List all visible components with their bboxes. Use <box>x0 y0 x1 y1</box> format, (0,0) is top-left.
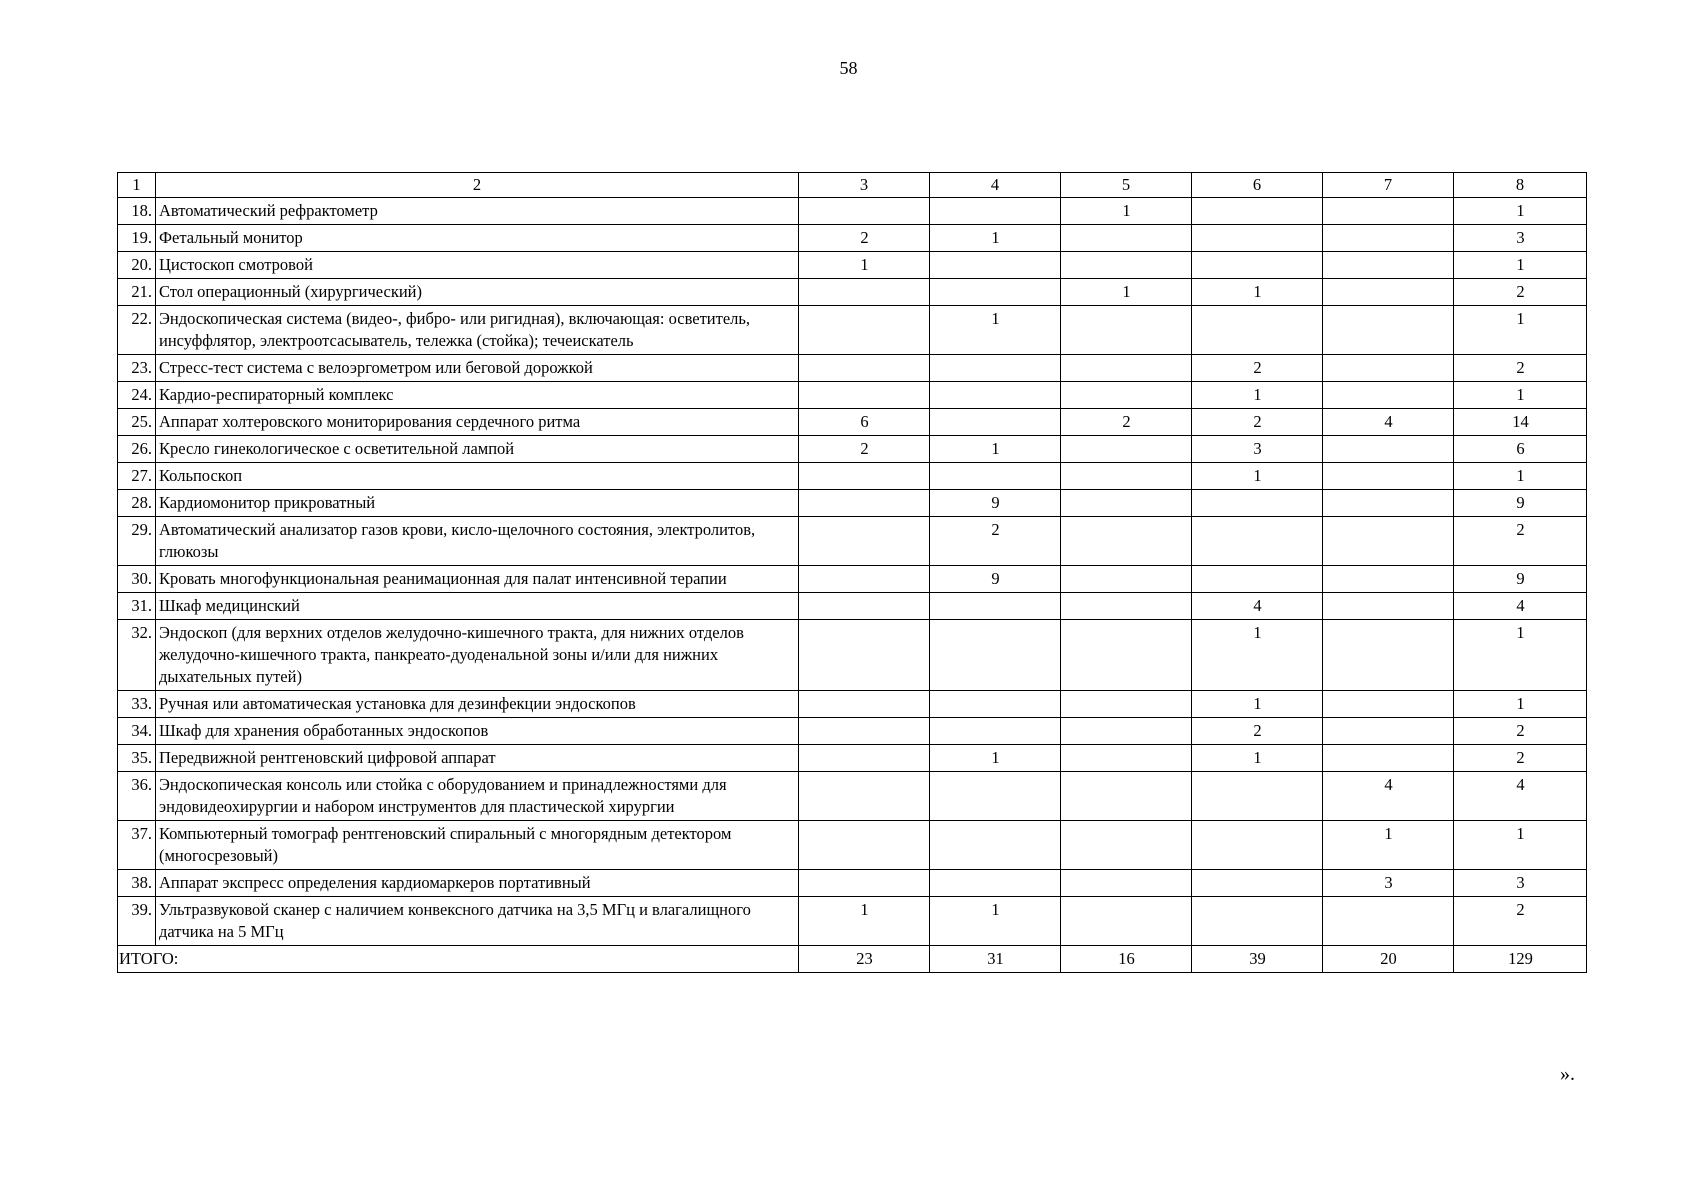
row-number: 33. <box>118 691 156 718</box>
equipment-name: Кресло гинекологическое с осветительной лампой <box>156 436 799 463</box>
quantity-cell: 2 <box>799 225 930 252</box>
quantity-cell: 2 <box>799 436 930 463</box>
table-row <box>118 745 1587 772</box>
row-number: 28. <box>118 490 156 517</box>
header-cell: 4 <box>930 173 1061 198</box>
quantity-cell <box>1323 279 1454 306</box>
total-value: 20 <box>1323 946 1454 973</box>
quantity-cell <box>1323 306 1454 355</box>
quantity-cell <box>1061 252 1192 279</box>
quantity-cell <box>799 382 930 409</box>
equipment-name: Эндоскопическая система (видео-, фибро- или ригидная), включающая: осветитель, инсуффлятор, электроотсасыватель, тележка (стойка); течеискатель <box>156 306 799 355</box>
header-cell: 3 <box>799 173 930 198</box>
header-cell: 6 <box>1192 173 1323 198</box>
table-row <box>118 772 1587 821</box>
quantity-cell: 2 <box>930 517 1061 566</box>
quantity-cell <box>1323 566 1454 593</box>
table-row <box>118 252 1587 279</box>
quantity-cell <box>799 306 930 355</box>
quantity-cell: 1 <box>1454 252 1587 279</box>
row-number: 39. <box>118 897 156 946</box>
quantity-cell: 14 <box>1454 409 1587 436</box>
quantity-cell: 1 <box>1454 821 1587 870</box>
quantity-cell: 1 <box>930 306 1061 355</box>
quantity-cell <box>1061 355 1192 382</box>
quantity-cell: 1 <box>930 225 1061 252</box>
table-row <box>118 490 1587 517</box>
quantity-cell <box>1061 382 1192 409</box>
quantity-cell: 1 <box>799 252 930 279</box>
quantity-cell <box>1061 718 1192 745</box>
row-number: 35. <box>118 745 156 772</box>
quantity-cell <box>799 566 930 593</box>
quantity-cell: 3 <box>1192 436 1323 463</box>
quantity-cell <box>930 870 1061 897</box>
quantity-cell <box>799 355 930 382</box>
quantity-cell <box>799 198 930 225</box>
quantity-cell <box>930 409 1061 436</box>
table-row <box>118 517 1587 566</box>
quantity-cell: 4 <box>1454 772 1587 821</box>
quantity-cell: 2 <box>1454 897 1587 946</box>
quantity-cell <box>1323 252 1454 279</box>
total-label: ИТОГО: <box>118 946 799 973</box>
quantity-cell <box>930 463 1061 490</box>
quantity-cell: 1 <box>1454 463 1587 490</box>
row-number: 24. <box>118 382 156 409</box>
quantity-cell: 1 <box>1454 198 1587 225</box>
quantity-cell: 1 <box>1192 691 1323 718</box>
quantity-cell: 1 <box>1192 463 1323 490</box>
row-number: 26. <box>118 436 156 463</box>
equipment-name: Эндоскопическая консоль или стойка с оборудованием и принадлежностями для эндовидеохирургии и набором инструментов для пластической хирургии <box>156 772 799 821</box>
quantity-cell <box>930 620 1061 691</box>
quantity-cell <box>1323 745 1454 772</box>
quantity-cell <box>1323 355 1454 382</box>
quantity-cell <box>1061 306 1192 355</box>
quantity-cell: 1 <box>1192 620 1323 691</box>
quantity-cell <box>1061 593 1192 620</box>
quantity-cell: 1 <box>1454 382 1587 409</box>
quantity-cell: 2 <box>1192 409 1323 436</box>
quantity-cell <box>1061 620 1192 691</box>
quantity-cell <box>930 691 1061 718</box>
quantity-cell <box>1061 772 1192 821</box>
quantity-cell <box>1061 517 1192 566</box>
row-number: 23. <box>118 355 156 382</box>
quantity-cell <box>1061 436 1192 463</box>
table-row <box>118 821 1587 870</box>
header-cell: 1 <box>118 173 156 198</box>
quantity-cell <box>1323 593 1454 620</box>
quantity-cell: 2 <box>1192 718 1323 745</box>
equipment-name: Автоматический рефрактометр <box>156 198 799 225</box>
quantity-cell: 1 <box>799 897 930 946</box>
quantity-cell: 9 <box>930 566 1061 593</box>
quantity-cell <box>1061 490 1192 517</box>
row-number: 37. <box>118 821 156 870</box>
table-row <box>118 566 1587 593</box>
quantity-cell <box>799 279 930 306</box>
quantity-cell: 1 <box>930 436 1061 463</box>
quantity-cell: 2 <box>1192 355 1323 382</box>
row-number: 20. <box>118 252 156 279</box>
quantity-cell <box>799 691 930 718</box>
quantity-cell: 1 <box>1454 306 1587 355</box>
quantity-cell <box>1192 870 1323 897</box>
quantity-cell: 1 <box>1454 620 1587 691</box>
quantity-cell <box>799 718 930 745</box>
equipment-name: Цистоскоп смотровой <box>156 252 799 279</box>
quantity-cell: 1 <box>1454 691 1587 718</box>
quantity-cell <box>1192 252 1323 279</box>
equipment-name: Автоматический анализатор газов крови, кисло-щелочного состояния, электролитов, глюкозы <box>156 517 799 566</box>
quantity-cell <box>799 745 930 772</box>
quantity-cell <box>1061 821 1192 870</box>
quantity-cell <box>1061 897 1192 946</box>
row-number: 21. <box>118 279 156 306</box>
quantity-cell <box>930 355 1061 382</box>
quantity-cell <box>799 517 930 566</box>
equipment-name: Кровать многофункциональная реанимационная для палат интенсивной терапии <box>156 566 799 593</box>
equipment-name: Эндоскоп (для верхних отделов желудочно-кишечного тракта, для нижних отделов желудочно-кишечного тракта, панкреато-дуоденальной зоны и/или для нижних дыхательных путей) <box>156 620 799 691</box>
quantity-cell <box>1192 821 1323 870</box>
quantity-cell: 2 <box>1454 517 1587 566</box>
quantity-cell <box>1061 463 1192 490</box>
quantity-cell: 2 <box>1454 745 1587 772</box>
table-row <box>118 382 1587 409</box>
table-row <box>118 198 1587 225</box>
table-row <box>118 691 1587 718</box>
row-number: 32. <box>118 620 156 691</box>
quantity-cell <box>1192 198 1323 225</box>
quantity-cell <box>1061 870 1192 897</box>
quantity-cell: 1 <box>930 897 1061 946</box>
table-row <box>118 306 1587 355</box>
equipment-name: Аппарат холтеровского мониторирования сердечного ритма <box>156 409 799 436</box>
equipment-name: Ультразвуковой сканер с наличием конвексного датчика на 3,5 МГц и влагалищного датчика на 5 МГц <box>156 897 799 946</box>
quantity-cell <box>1323 463 1454 490</box>
total-row <box>118 946 1587 973</box>
quantity-cell <box>1323 897 1454 946</box>
quantity-cell: 1 <box>1192 382 1323 409</box>
total-value: 23 <box>799 946 930 973</box>
quantity-cell <box>930 821 1061 870</box>
quantity-cell: 9 <box>930 490 1061 517</box>
row-number: 30. <box>118 566 156 593</box>
quantity-cell: 2 <box>1454 279 1587 306</box>
row-number: 29. <box>118 517 156 566</box>
quantity-cell: 4 <box>1192 593 1323 620</box>
equipment-name: Кардиомонитор прикроватный <box>156 490 799 517</box>
total-value: 16 <box>1061 946 1192 973</box>
header-cell: 2 <box>156 173 799 198</box>
equipment-name: Передвижной рентгеновский цифровой аппарат <box>156 745 799 772</box>
quantity-cell <box>1061 225 1192 252</box>
quantity-cell <box>930 198 1061 225</box>
row-number: 19. <box>118 225 156 252</box>
table-row <box>118 620 1587 691</box>
quantity-cell <box>799 870 930 897</box>
quantity-cell: 9 <box>1454 566 1587 593</box>
quantity-cell: 4 <box>1323 409 1454 436</box>
quantity-cell <box>799 772 930 821</box>
quantity-cell <box>799 463 930 490</box>
quantity-cell <box>1061 745 1192 772</box>
equipment-name: Компьютерный томограф рентгеновский спиральный с многорядным детектором (многосрезовый) <box>156 821 799 870</box>
table-row <box>118 409 1587 436</box>
quantity-cell: 6 <box>799 409 930 436</box>
total-value: 39 <box>1192 946 1323 973</box>
equipment-name: Кардио-респираторный комплекс <box>156 382 799 409</box>
quantity-cell <box>1323 225 1454 252</box>
header-cell: 8 <box>1454 173 1587 198</box>
equipment-name: Стол операционный (хирургический) <box>156 279 799 306</box>
header-cell: 5 <box>1061 173 1192 198</box>
quantity-cell <box>930 382 1061 409</box>
page-number: 58 <box>839 58 858 78</box>
quantity-cell <box>1192 897 1323 946</box>
quantity-cell <box>799 593 930 620</box>
quantity-cell: 1 <box>1061 279 1192 306</box>
table-row <box>118 870 1587 897</box>
table-row <box>118 593 1587 620</box>
equipment-name: Аппарат экспресс определения кардиомаркеров портативный <box>156 870 799 897</box>
quantity-cell <box>930 279 1061 306</box>
quantity-cell: 1 <box>1323 821 1454 870</box>
quantity-cell <box>930 718 1061 745</box>
quantity-cell: 3 <box>1454 225 1587 252</box>
quantity-cell <box>1323 718 1454 745</box>
quantity-cell <box>1192 225 1323 252</box>
header-row <box>118 173 1587 198</box>
equipment-name: Шкаф для хранения обработанных эндоскопов <box>156 718 799 745</box>
quantity-cell <box>1323 620 1454 691</box>
equipment-name: Фетальный монитор <box>156 225 799 252</box>
quantity-cell <box>1323 198 1454 225</box>
quantity-cell <box>1323 436 1454 463</box>
row-number: 25. <box>118 409 156 436</box>
quantity-cell: 9 <box>1454 490 1587 517</box>
quantity-cell: 6 <box>1454 436 1587 463</box>
quantity-cell <box>1061 566 1192 593</box>
quantity-cell: 3 <box>1454 870 1587 897</box>
table-row <box>118 225 1587 252</box>
quantity-cell: 1 <box>1192 279 1323 306</box>
quantity-cell: 1 <box>1192 745 1323 772</box>
total-value: 129 <box>1454 946 1587 973</box>
equipment-name: Шкаф медицинский <box>156 593 799 620</box>
quantity-cell <box>1323 691 1454 718</box>
quantity-cell: 1 <box>930 745 1061 772</box>
closing-quote: ». <box>1560 1063 1575 1085</box>
equipment-name: Кольпоскоп <box>156 463 799 490</box>
quantity-cell <box>930 252 1061 279</box>
table-row <box>118 463 1587 490</box>
quantity-cell: 4 <box>1323 772 1454 821</box>
quantity-cell <box>1192 306 1323 355</box>
quantity-cell: 2 <box>1454 718 1587 745</box>
row-number: 18. <box>118 198 156 225</box>
table-row <box>118 355 1587 382</box>
row-number: 22. <box>118 306 156 355</box>
quantity-cell <box>1192 517 1323 566</box>
table-body <box>118 198 1587 946</box>
quantity-cell <box>930 593 1061 620</box>
header-cell: 7 <box>1323 173 1454 198</box>
quantity-cell <box>799 490 930 517</box>
quantity-cell <box>930 772 1061 821</box>
quantity-cell <box>1323 490 1454 517</box>
quantity-cell <box>1323 517 1454 566</box>
row-number: 36. <box>118 772 156 821</box>
quantity-cell <box>1192 566 1323 593</box>
quantity-cell <box>799 821 930 870</box>
total-value: 31 <box>930 946 1061 973</box>
quantity-cell: 2 <box>1454 355 1587 382</box>
quantity-cell <box>1192 490 1323 517</box>
row-number: 27. <box>118 463 156 490</box>
quantity-cell <box>1192 772 1323 821</box>
row-number: 38. <box>118 870 156 897</box>
quantity-cell <box>1061 691 1192 718</box>
table-row <box>118 436 1587 463</box>
quantity-cell: 2 <box>1061 409 1192 436</box>
table-row <box>118 718 1587 745</box>
quantity-cell: 1 <box>1061 198 1192 225</box>
table-row <box>118 897 1587 946</box>
row-number: 34. <box>118 718 156 745</box>
equipment-table <box>117 172 1587 973</box>
equipment-name: Ручная или автоматическая установка для дезинфекции эндоскопов <box>156 691 799 718</box>
row-number: 31. <box>118 593 156 620</box>
equipment-name: Стресс-тест система с велоэргометром или беговой дорожкой <box>156 355 799 382</box>
quantity-cell: 4 <box>1454 593 1587 620</box>
quantity-cell <box>1323 382 1454 409</box>
quantity-cell <box>799 620 930 691</box>
quantity-cell: 3 <box>1323 870 1454 897</box>
table-row <box>118 279 1587 306</box>
